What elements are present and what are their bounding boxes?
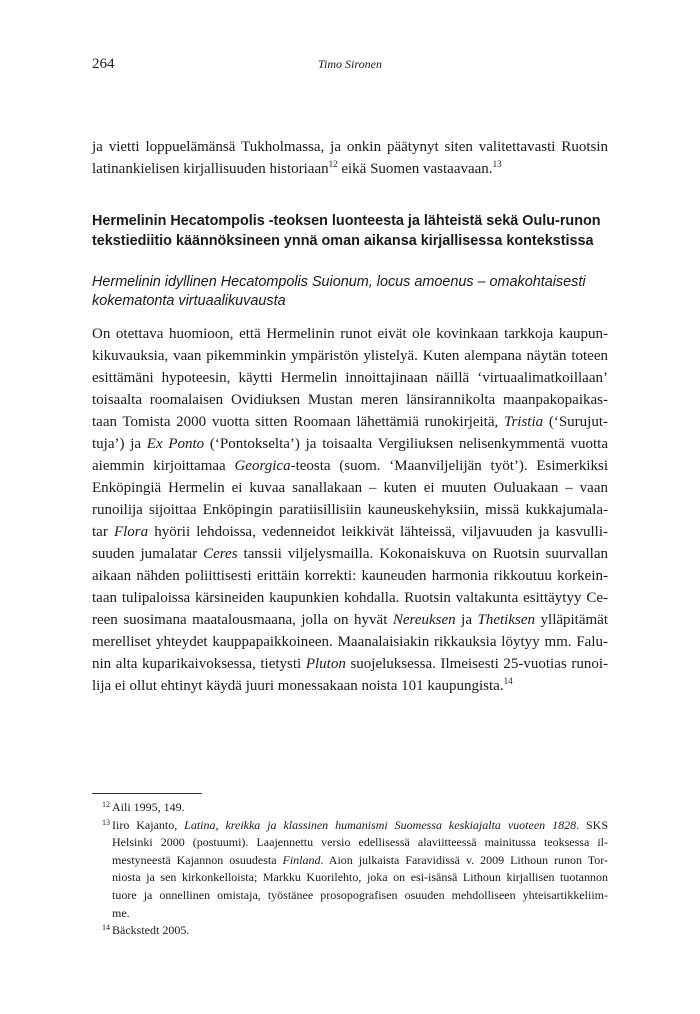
footnote-12: 12 Aili 1995, 149. xyxy=(102,800,185,814)
footnote-number: 13 xyxy=(102,817,110,827)
footnote-ref-14: 14 xyxy=(503,676,513,686)
body-paragraph: On otettava huomioon, että Hermelinin runot eivät ole kovinkaan tarkkoja kaupun- kikuvauksia, vaan pikemminkin ympäristön ylistelyä. Kuten alempana näytän toteen esittämäni hypoteesin, käytti Hermelin innoittajinaan näillä ‘virtuaalimatkoillaan’ toisaalta roomalaisen Ovidiuksen Mustan meren länsirannikolta maanpakopaikas- taan Tomista 2000 vuotta sitten Roomaan lähettämiä runokirjeitä, Tristia (‘Surujut- tuja’) ja Ex Ponto (‘Pontokselta’) ja toisaalta Vergiliuksen nelisenkymmentä vuotta aiemmin kirjoittamaa Georgica-teosta (suom. ‘Maanviljelijän työt’). Esimerkiksi Enköpingiä Hermelin ei kuvaa sanallakaan – kuten ei muuten Ouluakaan – vaan runoilija sijoittaa Enköpingin paratiisillisiin kauneuskehyksiin, missä kukkajumala- tar Flora hyörii lehdoissa, vedenneidot leikkivät lähteissä, viljavuuden ja kasvulli- suuden jumalatar Ceres tanssii viljelysmailla. Kokonaiskuva on Ruotsin suurvallan aikaan nähden poliittisesti erittäin korrekti: kauneuden harmonia rikkoutuu korkein- taan tulipaloissa kärsineiden kaupunkien kohdalla. Ruotsin valtakunta esittäytyy Ce- reen suosimana maatalousmaana, jolla on hyvät Nereuksen ja Thetiksen ylläpitämät merelliset yhteydet kauppapaikkoineen. Maanalaisiakin rikkauksia löytyy mm. Falu- nin alta kuparikaivoksessa, tietysti Pluton suojeluksessa. Ilmeisesti 25-vuotias runoi- lija ei ollut ehtinyt käydä juuri monessakaan noista 101 kaupungista.$^{14}$ xyxy=(92,326,609,694)
footnote-number: 12 xyxy=(102,800,110,809)
page-header xyxy=(92,56,608,74)
footnote-14: 14 Bäckstedt 2005. xyxy=(102,923,190,938)
footnotes xyxy=(92,799,608,940)
intro-line: latinankielisen kirjallisuuden historiaan$^{12}$ eikä Suomen vastaavaan.$^{13}$ xyxy=(92,159,502,177)
running-head: Timo Sironen xyxy=(318,57,382,71)
subsection-heading: Hermelinin idyllinen Hecatompolis Suionum, locus amoenus – omakohtaisesti kokematonta virtuaalikuvausta xyxy=(92,274,586,309)
footnote-ref-12: 12 xyxy=(328,159,338,169)
footnote-ref-13: 13 xyxy=(492,159,502,169)
footnote-divider xyxy=(92,793,202,794)
footnote-number: 14 xyxy=(102,923,110,933)
intro-paragraph xyxy=(92,136,608,180)
footnote-13: 13 Iiro Kajanto, Latina, kreikka ja klassinen humanismi Suomessa keskiajalta vuoteen 1828. SKS Helsinki 2000 (postuumi). Laajennettu versio edellisessä alaviitteessä mainitussa teoksessa il- mestyneestä Kajannon osuudesta Finland. Aion julkaista Faravidissä v. 2009 Lithoun runon Tor- niosta ja sen kirkonkelloista; Markku Kuorilehto, joka on esi-isänsä Lithoun kirjallisen tuotannon tuore ja onnellinen omistaja, työstänee prosopografisen osuuden mehdolliseen yhteisartikkeliim- me. xyxy=(102,817,609,920)
page-number: 264 xyxy=(92,56,115,72)
intro-line: ja vietti loppuelämänsä Tukholmassa, ja onkin päätynyt siten valitettavasti Ruotsin xyxy=(92,139,608,155)
section-heading: Hermelinin Hecatompolis -teoksen luonteesta ja lähteistä sekä Oulu-runon tekstiediitio käännöksineen ynnä oman aikansa kirjallisessa kontekstissa xyxy=(92,213,601,249)
